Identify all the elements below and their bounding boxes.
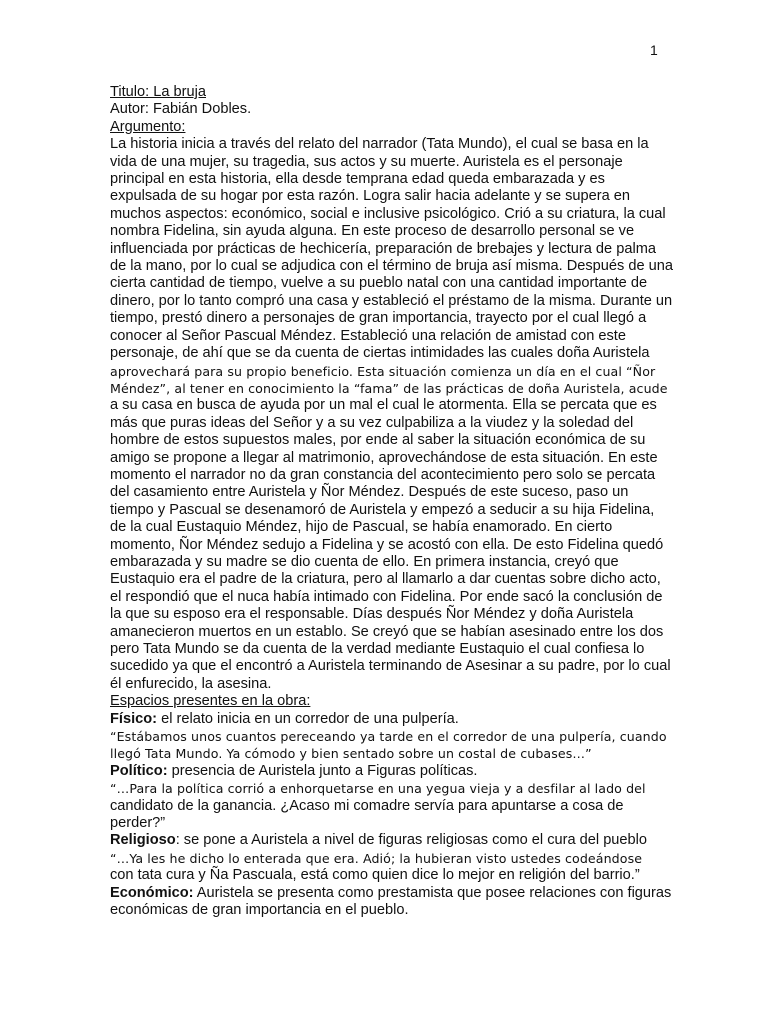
argument-line: muchos aspectos: económico, social e inclusive psicológico. Crió a su criatura, la cual [110, 205, 666, 222]
argument-line: él enfurecido, la asesina. [110, 675, 272, 692]
space-religioso-quote [110, 850, 666, 885]
argument-line: amanecieron muertos en un establo. Se creyó que se habían asesinado entre los dos [110, 623, 664, 640]
space-fisico-line [110, 711, 666, 728]
space-politico-text: presencia de Auristela junto a Figuras políticas. [167, 762, 478, 779]
space-fisico-text: el relato inicia en un corredor de una pulpería. [157, 710, 459, 727]
space-politico-line [110, 763, 666, 780]
space-fisico-label: Físico: [110, 710, 158, 727]
space-religioso-label: Religioso [110, 832, 176, 849]
argument-line: embarazada y su madre se dio cuenta de ello. En primera instancia, creyó que [110, 553, 619, 570]
argument-line: influenciada por prácticas de hechicería, preparación de brebajes y lectura de palma [110, 240, 656, 257]
space-economico-line [110, 884, 672, 902]
spaces-heading: Espacios presentes en la obra: [110, 693, 311, 710]
quote-line: “…Ya les he dicho lo enterada que era. Adió; la hubieran visto ustedes codeándose [110, 850, 643, 866]
argument-paragraph [110, 136, 673, 693]
argument-line: el respondió que el nuca había intimado con Fidelina. Por ende sacó la conclusión de [110, 588, 663, 605]
quote-line: llegó Tata Mundo. Ya cómodo y bien sentado sobre un costal de cubases…” [110, 746, 592, 762]
argument-line: de la mano, por lo cual se adjudica con el término de bruja así misma. Después de una [110, 258, 673, 275]
quote-line: “…Para la política corrió a enhorquetarse en una yegua vieja y a desfilar al lado del [110, 781, 646, 797]
argument-line: a su casa en busca de ayuda por un mal el cual le atormenta. Ella se percata que es [110, 397, 657, 414]
space-economico-continuation: económicas de gran importancia en el pueblo. [110, 902, 409, 919]
space-economico-text: Auristela se presenta como prestamista que posee relaciones con figuras [193, 884, 672, 901]
argument-line: tiempo, prestó dinero a personajes de gran importancia, trayecto por el cual llegó a [110, 310, 647, 327]
space-fisico-quote [110, 728, 666, 763]
argument-line: Méndez”, al tener en conocimiento la “fama” de las prácticas de doña Auristela, acude [110, 380, 668, 396]
argument-line: principal en esta historia, ella desde temprana edad queda embarazada y es [110, 171, 605, 188]
argument-line: Eustaquio era el padre de la criatura, pero al llamarlo a dar cuentas sobre dicho acto, [110, 571, 661, 588]
argument-line: La historia inicia a través del relato del narrador (Tata Mundo), el cual se basa en la [110, 136, 649, 153]
argument-line: vida de una mujer, su tragedia, sus actos y su muerte. Auristela es el personaje [110, 153, 623, 170]
argument-line: momento el narrador no da gran constancia del acontecimiento pero solo se percata [110, 466, 656, 483]
space-politico-quote [110, 780, 666, 832]
argument-line: personaje, de ahí que se da cuenta de ciertas intimidades las cuales doña Auristela [110, 345, 650, 362]
argument-line: sucedido ya que el encontró a Auristela terminando de Asesinar a su padre, por lo cual [110, 658, 671, 675]
argument-line: dinero, por lo tanto compró una casa y estableció el préstamo de la misma. Durante un [110, 292, 673, 309]
argument-line: tiempo y Pascual se desenamoró de Auristela y empezó a seducir a su hija Fidelina, [110, 501, 655, 518]
argument-line: momento, Ñor Méndez sedujo a Fidelina y se acostó con ella. De esto Fidelina quedó [110, 536, 664, 553]
quote-line: candidato de la ganancia. ¿Acaso mi comadre servía para apuntarse a cosa de [110, 797, 624, 814]
argument-line: del casamiento entre Auristela y Ñor Méndez. Después de este suceso, paso un [110, 484, 629, 501]
argument-line: expulsada de su hogar por esta razón. Logra salir hacia adelante y se supera en [110, 188, 631, 205]
page-number: 1 [650, 42, 658, 58]
author-line: Autor: Fabián Dobles. [110, 101, 252, 118]
argument-heading: Argumento: [110, 118, 186, 135]
document-body [110, 84, 673, 920]
argument-line: conocer al Señor Pascual Méndez. Estableció una relación de amistad con este [110, 327, 626, 344]
argument-line: cierta cantidad de tiempo, vuelve a su pueblo natal con una cantidad importante de [110, 275, 648, 292]
argument-line: hombre de estos supuestos males, por ende al saber la situación económica de su [110, 432, 646, 449]
space-religioso-line [110, 832, 666, 849]
space-religioso-text: : se pone a Auristela a nivel de figuras religiosas como el cura del pueblo [175, 832, 648, 849]
argument-line: pero Tata Mundo se da cuenta de la verdad mediante Eustaquio el cual confiesa lo [110, 641, 645, 657]
quote-line: con tata cura y Ña Pascuala, está como quien dice lo mejor en religión del barrio.” [110, 867, 640, 884]
space-economico-label: Económico: [110, 884, 194, 901]
argument-line: más que puras ideas del Señor y a su vez culpabiliza a la viudez y la soledad del [110, 414, 634, 431]
argument-line: aprovechará para su propio beneficio. Esta situación comienza un día en el cual “Ñor [110, 363, 656, 379]
argument-line: nombra Fidelina, sin ayuda alguna. En este proceso de desarrollo personal se ve [110, 223, 635, 240]
argument-line: de la cual Eustaquio Méndez, hijo de Pascual, se había enamorado. En cierto [110, 519, 613, 536]
space-politico-label: Político: [110, 762, 168, 779]
title-line: Titulo: La bruja [110, 84, 206, 100]
quote-line: “Estábamos unos cuantos pereceando ya tarde en el corredor de una pulpería, cuando [110, 729, 667, 745]
argument-line: la que su esposo era el responsable. Días después Ñor Méndez y doña Auristela [110, 606, 634, 623]
quote-line: perder?” [110, 815, 166, 832]
argument-line: amigo se propone a llegar al matrimonio, aprovechándose de esta situación. En este [110, 449, 658, 466]
